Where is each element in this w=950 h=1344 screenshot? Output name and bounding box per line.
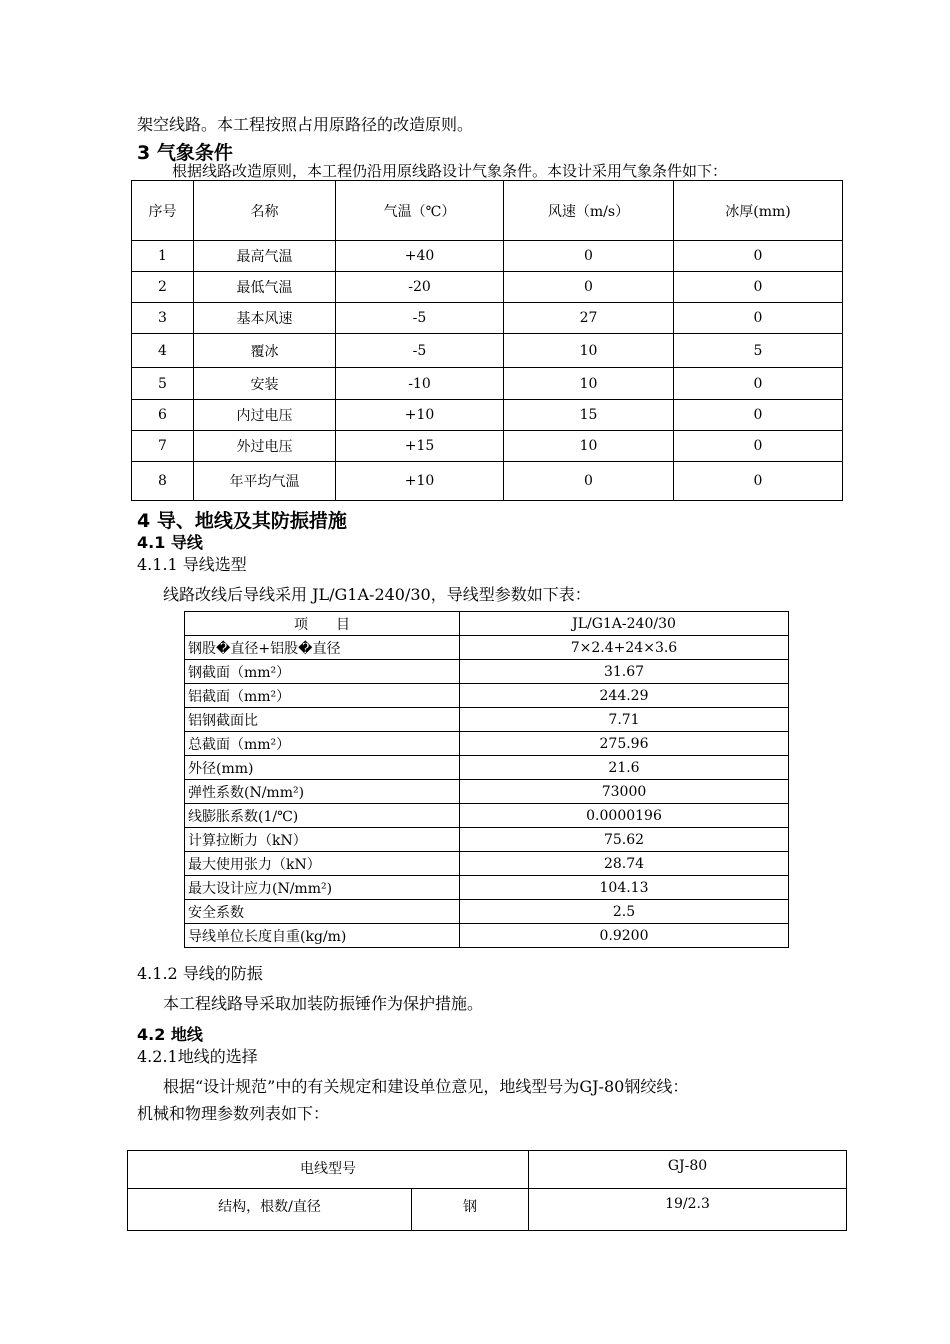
section-4-1-1-title: 4.1.1 导线选型 bbox=[137, 555, 247, 574]
cell: 5 bbox=[674, 334, 843, 368]
cell: 19/2.3 bbox=[529, 1189, 847, 1231]
table-row bbox=[185, 756, 789, 780]
cell: 21.6 bbox=[460, 756, 789, 780]
cell: 年平均气温 bbox=[194, 462, 336, 501]
cell: 0 bbox=[674, 431, 843, 462]
table-row bbox=[128, 1151, 847, 1189]
cell: 2 bbox=[132, 272, 194, 303]
cell: +15 bbox=[336, 431, 504, 462]
cell: 6 bbox=[132, 400, 194, 431]
cell: 外过电压 bbox=[194, 431, 336, 462]
table-row bbox=[185, 924, 789, 948]
intro-line: 架空线路。本工程按照占用原路径的改造原则。 bbox=[137, 115, 474, 134]
table-row bbox=[185, 900, 789, 924]
cell: 10 bbox=[504, 368, 674, 400]
cell: GJ-80 bbox=[529, 1151, 847, 1189]
cell: 0 bbox=[674, 272, 843, 303]
cell: 3 bbox=[132, 303, 194, 334]
cell: 4 bbox=[132, 334, 194, 368]
cell: 244.29 bbox=[460, 684, 789, 708]
cell: 总截面（mm²） bbox=[185, 732, 460, 756]
cell: 最高气温 bbox=[194, 241, 336, 272]
cell: 导线单位长度自重(kg/m) bbox=[185, 924, 460, 948]
header-cell: 风速（m/s） bbox=[504, 181, 674, 241]
section-4-2-1-desc: 根据“设计规范”中的有关规定和建设单位意见，地线型号为GJ-80钢绞线： bbox=[163, 1077, 689, 1096]
table-row bbox=[185, 828, 789, 852]
cell: 27 bbox=[504, 303, 674, 334]
cell: +40 bbox=[336, 241, 504, 272]
cell: 10 bbox=[504, 431, 674, 462]
cell: 内过电压 bbox=[194, 400, 336, 431]
cell: 2.5 bbox=[460, 900, 789, 924]
cell: 8 bbox=[132, 462, 194, 501]
header-cell: 名称 bbox=[194, 181, 336, 241]
cell: 最大使用张力（kN） bbox=[185, 852, 460, 876]
cell: 铝钢截面比 bbox=[185, 708, 460, 732]
section-4-title: 4 导、地线及其防振措施 bbox=[137, 510, 347, 532]
table-header-row bbox=[132, 181, 843, 241]
cell: 15 bbox=[504, 400, 674, 431]
table-row bbox=[185, 684, 789, 708]
section-4-2-1-desc-2: 机械和物理参数列表如下： bbox=[137, 1104, 330, 1123]
table-row bbox=[132, 241, 843, 272]
cell: 0 bbox=[674, 303, 843, 334]
cell: 0 bbox=[674, 368, 843, 400]
cell: 31.67 bbox=[460, 660, 789, 684]
cell: +10 bbox=[336, 400, 504, 431]
table-row bbox=[185, 708, 789, 732]
header-cell: JL/G1A-240/30 bbox=[460, 612, 789, 636]
section-4-1-title: 4.1 导线 bbox=[137, 533, 203, 552]
section-4-1-2-desc: 本工程线路导采取加装防振锤作为保护措施。 bbox=[163, 994, 484, 1013]
cell: 0 bbox=[504, 272, 674, 303]
conductor-params-table bbox=[184, 611, 789, 948]
cell: 275.96 bbox=[460, 732, 789, 756]
cell: -5 bbox=[336, 334, 504, 368]
section-4-2-title: 4.2 地线 bbox=[137, 1025, 203, 1044]
section-4-1-1-desc: 线路改线后导线采用 JL/G1A-240/30，导线型参数如下表： bbox=[163, 585, 591, 604]
table-row bbox=[132, 462, 843, 501]
cell: 线膨胀系数(1/℃) bbox=[185, 804, 460, 828]
cell: 0 bbox=[674, 400, 843, 431]
table-row bbox=[132, 400, 843, 431]
cell: 外径(mm) bbox=[185, 756, 460, 780]
table-row bbox=[128, 1189, 847, 1231]
section-3-desc: 根据线路改造原则，本工程仍沿用原线路设计气象条件。本设计采用气象条件如下： bbox=[172, 162, 728, 180]
cell: 0 bbox=[674, 462, 843, 501]
cell: +10 bbox=[336, 462, 504, 501]
table-header-row bbox=[185, 612, 789, 636]
cell: -5 bbox=[336, 303, 504, 334]
cell: 0 bbox=[504, 241, 674, 272]
cell: 5 bbox=[132, 368, 194, 400]
cell: 0.0000196 bbox=[460, 804, 789, 828]
cell: 计算拉断力（kN） bbox=[185, 828, 460, 852]
cell: 弹性系数(N/mm²) bbox=[185, 780, 460, 804]
section-4-1-2-title: 4.1.2 导线的防振 bbox=[137, 964, 263, 983]
cell: 钢 bbox=[412, 1189, 529, 1231]
cell: 7.71 bbox=[460, 708, 789, 732]
cell: 基本风速 bbox=[194, 303, 336, 334]
table-row bbox=[185, 732, 789, 756]
table-row bbox=[185, 660, 789, 684]
header-cell: 冰厚(mm) bbox=[674, 181, 843, 241]
table-row bbox=[185, 636, 789, 660]
cell: 7 bbox=[132, 431, 194, 462]
header-cell: 序号 bbox=[132, 181, 194, 241]
cell: 电线型号 bbox=[128, 1151, 529, 1189]
cell: 铝截面（mm²） bbox=[185, 684, 460, 708]
table-row bbox=[185, 780, 789, 804]
cell: 73000 bbox=[460, 780, 789, 804]
table-row bbox=[185, 804, 789, 828]
cell: 1 bbox=[132, 241, 194, 272]
cell: 最低气温 bbox=[194, 272, 336, 303]
table-row bbox=[132, 334, 843, 368]
table-row bbox=[132, 431, 843, 462]
cell: 104.13 bbox=[460, 876, 789, 900]
header-cell: 气温（℃） bbox=[336, 181, 504, 241]
cell: 最大设计应力(N/mm²) bbox=[185, 876, 460, 900]
cell: 钢截面（mm²） bbox=[185, 660, 460, 684]
ground-wire-table bbox=[127, 1150, 847, 1231]
cell: 0 bbox=[504, 462, 674, 501]
weather-conditions-table bbox=[131, 180, 843, 501]
table-row bbox=[132, 368, 843, 400]
cell: 0.9200 bbox=[460, 924, 789, 948]
section-3-title: 3 气象条件 bbox=[137, 142, 233, 164]
section-4-2-1-title: 4.2.1地线的选择 bbox=[137, 1047, 258, 1066]
cell: 钢股�直径+铝股�直径 bbox=[185, 636, 460, 660]
cell: 覆冰 bbox=[194, 334, 336, 368]
cell: 10 bbox=[504, 334, 674, 368]
cell: 7×2.4+24×3.6 bbox=[460, 636, 789, 660]
table-row bbox=[132, 272, 843, 303]
cell: 结构，根数/直径 bbox=[128, 1189, 412, 1231]
cell: 28.74 bbox=[460, 852, 789, 876]
table-row bbox=[185, 852, 789, 876]
cell: 75.62 bbox=[460, 828, 789, 852]
cell: -10 bbox=[336, 368, 504, 400]
table-row bbox=[185, 876, 789, 900]
header-cell: 项 目 bbox=[185, 612, 460, 636]
cell: 安全系数 bbox=[185, 900, 460, 924]
cell: 0 bbox=[674, 241, 843, 272]
cell: -20 bbox=[336, 272, 504, 303]
cell: 安装 bbox=[194, 368, 336, 400]
table-row bbox=[132, 303, 843, 334]
